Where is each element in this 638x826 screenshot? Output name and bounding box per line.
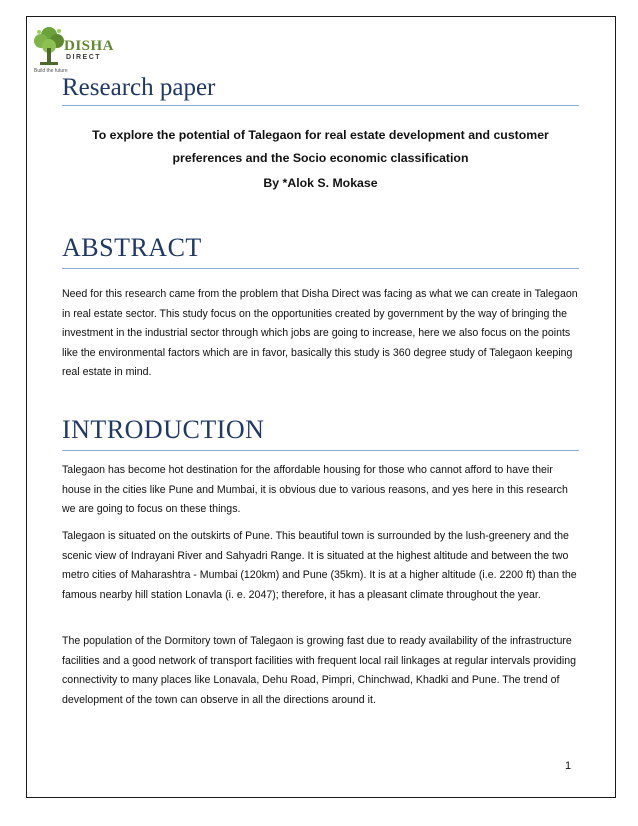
tree-logo-icon [32,24,66,68]
research-paper-heading: Research paper [62,74,216,101]
paper-title [62,124,579,170]
abstract-heading: ABSTRACT [62,233,202,262]
paper-title-line-1: To explore the potential of Talegaon for real estate development and customer [92,128,549,142]
heading-rule-research [62,105,579,106]
page-number: 1 [565,760,572,772]
introduction-heading: INTRODUCTION [62,415,265,444]
intro-paragraph-3: The population of the Dormitory town of Talegaon is growing fast due to ready availability of the infrastructure facilities and a good network of transport facilities with frequent local rail linkages at regular intervals providing connectivity to many places like Lonavala, Dehu Road, Pimpri, Chinchwad, Khadki and Pune. The trend of development of the town can observe in all the directions around it. [62,635,577,706]
author-line: By *Alok S. Mokase [263,176,378,190]
abstract-paragraph: Need for this research came from the problem that Disha Direct was facing as what we can create in Talegaon in real estate sector. This study focus on the opportunities created by government by the way of bringing the investment in the industrial sector through which jobs are going to increase, here we also focus on the points like the environmental factors which are in favor, basically this study is 360 degree study of Talegaon keeping real estate in mind. [62,288,578,378]
logo-word-disha: DISHA [64,38,115,54]
disha-direct-logo [32,24,132,74]
logo-word-direct: DIRECT [66,54,102,61]
logo-tagline: Build the future [34,68,68,74]
intro-paragraph-1: Talegaon has become hot destination for the affordable housing for those who cannot afford to have their house in the cities like Pune and Mumbai, it is obvious due to various reasons, and yes here in this research we are going to focus on these things. [62,464,568,515]
paper-title-line-2: preferences and the Socio economic classification [172,151,469,165]
heading-rule-introduction [62,450,579,451]
intro-paragraph-2: Talegaon is situated on the outskirts of Pune. This beautiful town is surrounded by the lush-greenery and the scenic view of Indrayani River and Sahyadri Range. It is situated at the highest altitude and between the two metro cities of Maharashtra - Mumbai (120km) and Pune (35km). It is at a higher altitude (i.e. 2200 ft) than the famous nearby hill station Lonavla (i. e. 2047); therefore, it has a pleasant climate throughout the year. [62,530,577,601]
heading-rule-abstract [62,268,579,269]
